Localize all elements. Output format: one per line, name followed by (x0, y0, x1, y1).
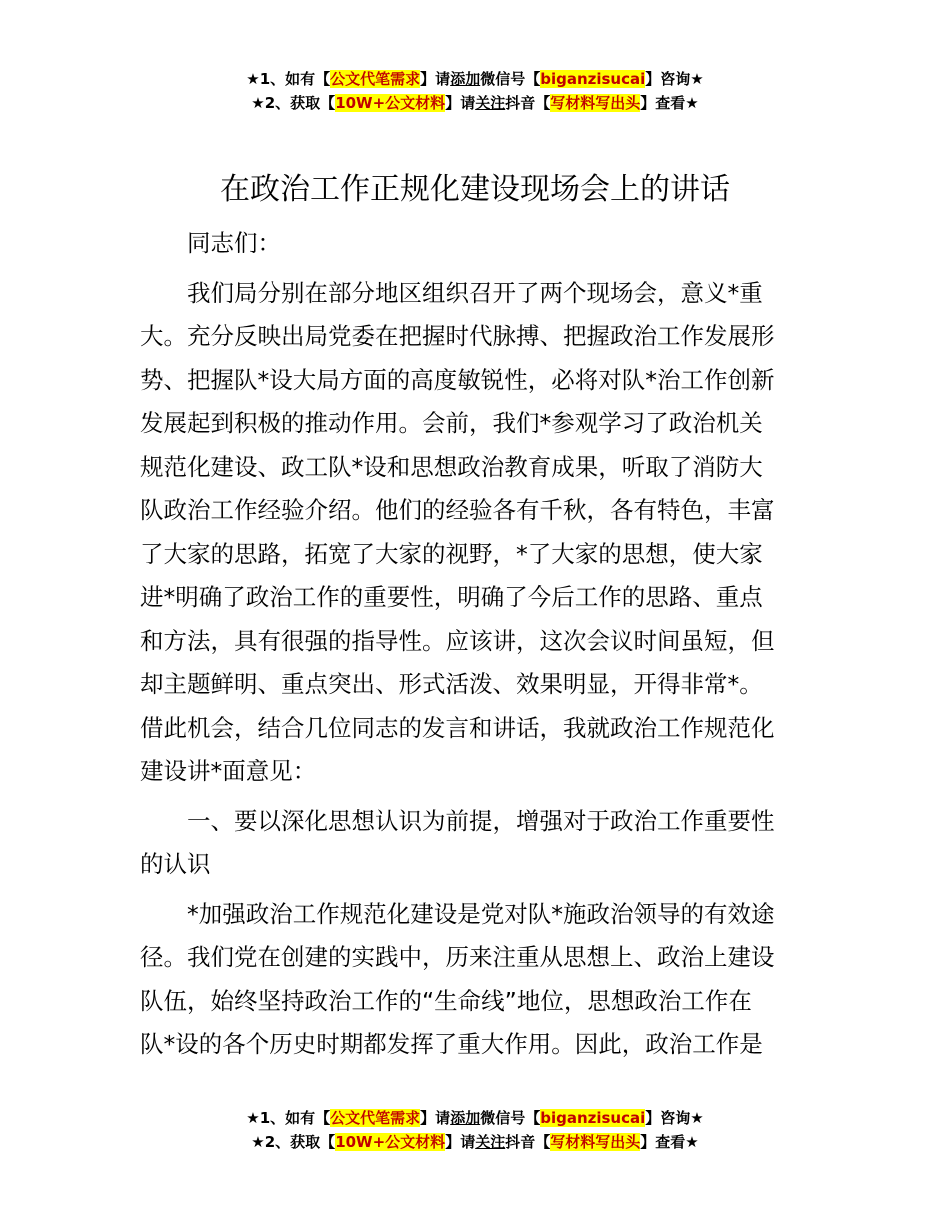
banner-text: ★1、如有【 (246, 1109, 331, 1127)
text-line: 的认识 (140, 850, 211, 878)
underlined-text: 关注 (475, 94, 506, 112)
underlined-text: 添加 (450, 1109, 481, 1127)
footer-banner (0, 1106, 950, 1154)
wechat-id: biganzisucai (540, 1109, 646, 1127)
document-title: 在政治工作正规化建设现场会上的讲话 (220, 172, 730, 207)
section-heading-1 (140, 800, 812, 887)
underlined-text: 添加 (450, 70, 481, 88)
highlight-text: 公文代笔需求 (330, 70, 421, 88)
text-line: 队政治工作经验介绍。他们的经验各有千秋，各有特色，丰富 (140, 496, 775, 524)
douyin-id: 写材料写出头 (550, 94, 641, 112)
text-line: 和方法，具有很强的指导性。应该讲，这次会议时间虽短，但 (140, 626, 775, 655)
text-line: 进*明确了政治工作的重要性，明确了今后工作的思路、重点 (140, 583, 763, 611)
text-line: 队*设的各个历史时期都发挥了重大作用。因此，政治工作是 (140, 1030, 763, 1058)
paragraph-2 (140, 893, 812, 1067)
banner-text: 】咨询★ (645, 1109, 704, 1127)
highlight-text: 10W+公文材料 (335, 94, 446, 112)
header-banner (0, 67, 950, 115)
text-line: 大。充分反映出局党委在把握时代脉搏、把握政治工作发展形 (140, 322, 775, 350)
text-line: 了大家的思路，拓宽了大家的视野，*了大家的思想，使大家 (140, 539, 763, 568)
wechat-id: biganzisucai (540, 70, 646, 88)
banner-text: 】请 (445, 1133, 476, 1151)
text-line: 借此机会，结合几位同志的发言和讲话，我就政治工作规范化 (140, 713, 775, 742)
text-line: 势、把握队*设大局方面的高度敏锐性，必将对队*治工作创新 (140, 365, 775, 394)
text-line: 建设讲*面意见： (140, 757, 317, 785)
douyin-id: 写材料写出头 (550, 1133, 641, 1151)
banner-line-1 (0, 67, 950, 91)
banner-text: 】请 (420, 70, 451, 88)
banner-text: 微信号【 (480, 70, 541, 88)
banner-line-2 (0, 91, 950, 115)
banner-text: 】咨询★ (645, 70, 704, 88)
banner-text: 】查看★ (640, 1133, 699, 1151)
text-line: 队伍，始终坚持政治工作的“生命线”地位，思想政治工作在 (140, 986, 752, 1015)
text-line: 发展起到积极的推动作用。会前，我们*参观学习了政治机关 (140, 409, 763, 437)
text-line: 规范化建设、政工队*设和思想政治教育成果，听取了消防大 (140, 452, 763, 481)
paragraph-1 (140, 272, 812, 794)
document-body (140, 222, 812, 1067)
text-line: 一、要以深化思想认识为前提，增强对于政治工作重要性 (187, 806, 775, 835)
banner-text: 微信号【 (480, 1109, 541, 1127)
banner-text: 】请 (420, 1109, 451, 1127)
banner-text: 】请 (445, 94, 476, 112)
text-line: 径。我们党在创建的实践中，历来注重从思想上、政治上建设 (140, 943, 775, 971)
highlight-text: 10W+公文材料 (335, 1133, 446, 1151)
text-line: *加强政治工作规范化建设是党对队*施政治领导的有效途 (187, 899, 775, 928)
banner-text: ★1、如有【 (246, 70, 331, 88)
highlight-text: 公文代笔需求 (330, 1109, 421, 1127)
banner-text: ★2、获取【 (251, 1133, 336, 1151)
banner-line-1 (0, 1106, 950, 1130)
salutation: 同志们： (187, 229, 281, 257)
banner-text: 抖音【 (505, 1133, 551, 1151)
banner-line-2 (0, 1130, 950, 1154)
banner-text: ★2、获取【 (251, 94, 336, 112)
banner-text: 】查看★ (640, 94, 699, 112)
underlined-text: 关注 (475, 1133, 506, 1151)
text-line: 我们局分别在部分地区组织召开了两个现场会，意义*重 (187, 278, 763, 307)
banner-text: 抖音【 (505, 94, 551, 112)
text-line: 却主题鲜明、重点突出、形式活泼、效果明显，开得非常*。 (140, 670, 763, 698)
